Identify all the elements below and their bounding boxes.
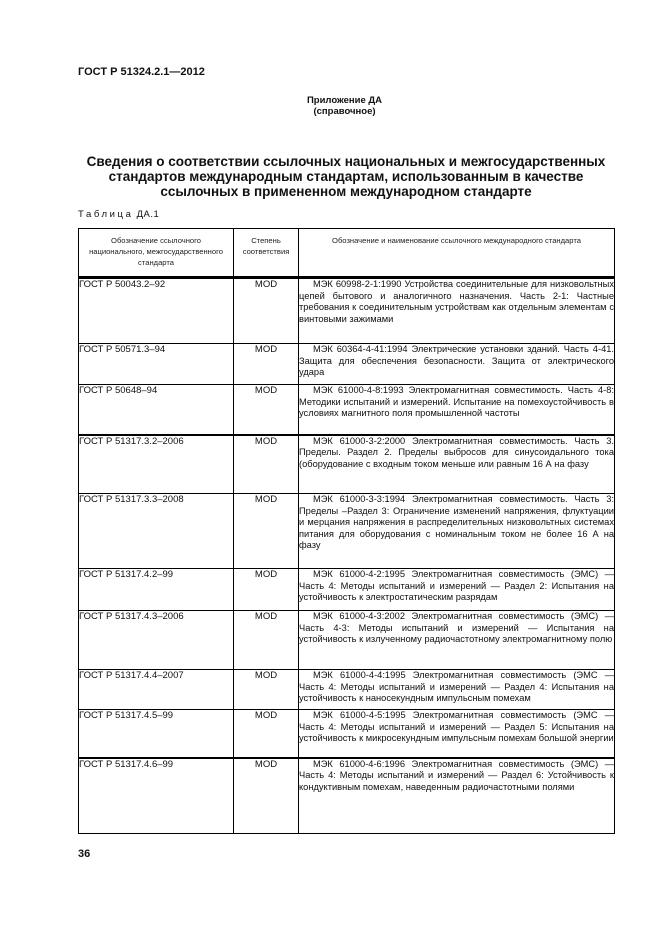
degree-cell: MOD	[234, 710, 299, 758]
document-code: ГОСТ Р 51324.2.1—2012	[78, 66, 205, 78]
national-standard-cell: ГОСТ Р 51317.4.4–2007	[79, 670, 234, 710]
table-row	[79, 435, 615, 494]
table-row	[79, 670, 615, 710]
table-row	[79, 758, 615, 834]
table-caption-number: ДА.1	[136, 209, 160, 220]
international-standard-text: МЭК 61000-4-2:1995 Электромагнитная совместимость (ЭМС) — Часть 4: Методы испытаний и измерений — Раздел 2: Испытания на устойчивость к электростатическим разрядам	[299, 569, 614, 603]
standards-table	[78, 228, 615, 834]
national-standard-cell: ГОСТ Р 50571.3–94	[79, 344, 234, 385]
table-row	[79, 494, 615, 569]
international-standard-text: МЭК 61000-3-3:1994 Электромагнитная совместимость. Часть 3: Пределы –Раздел 3: Ограничение изменений напряжения, флуктуации и мерцания напряжения в распределительных низковольтных системах питания для оборудования с номинальным током не более 16 А на фазу	[299, 494, 614, 551]
national-standard-cell: ГОСТ Р 50043.2–92	[79, 278, 234, 344]
section-title: Сведения о соответствии ссылочных национальных и межгосударственных стандартов международным стандартам, использованным в качестве ссылочных в примененном международном стандарте	[86, 154, 606, 199]
appendix-heading	[14, 95, 661, 117]
table-row	[79, 385, 615, 435]
table-row	[79, 611, 615, 670]
international-standard-cell	[299, 435, 615, 494]
international-standard-cell	[299, 569, 615, 611]
appendix-label: Приложение ДА	[306, 95, 383, 106]
degree-cell: MOD	[234, 385, 299, 435]
national-standard-cell: ГОСТ Р 51317.4.5–99	[79, 710, 234, 758]
table-row	[79, 569, 615, 611]
table-row	[79, 344, 615, 385]
degree-cell: MOD	[234, 569, 299, 611]
national-standard-cell: ГОСТ Р 51317.3.3–2008	[79, 494, 234, 569]
national-standard-cell: ГОСТ Р 51317.4.3–2006	[79, 611, 234, 670]
international-standard-cell	[299, 494, 615, 569]
column-header-degree: Степень соответствия	[234, 229, 299, 278]
degree-cell: MOD	[234, 435, 299, 494]
international-standard-cell	[299, 344, 615, 385]
table-row	[79, 278, 615, 344]
degree-cell: MOD	[234, 494, 299, 569]
column-header-international: Обозначение и наименование ссылочного международного стандарта	[299, 229, 615, 278]
national-standard-cell: ГОСТ Р 51317.3.2–2006	[79, 435, 234, 494]
international-standard-text: МЭК 61000-3-2:2000 Электромагнитная совместимость. Часть 3. Пределы. Раздел 2. Пределы выбросов для синусоидального тока (оборудование с входным током меньше или равным 16 А на фазу	[299, 435, 614, 469]
national-standard-cell: ГОСТ Р 51317.4.6–99	[79, 758, 234, 834]
degree-cell: MOD	[234, 611, 299, 670]
page-number: 36	[78, 848, 91, 860]
international-standard-text: МЭК 61000-4-3:2002 Электромагнитная совместимость (ЭМС) — Часть 4-3: Методы испытаний и измерений — Испытания на устойчивость к излученному радиочастотному электромагнитному полю	[299, 611, 614, 645]
table-caption	[78, 209, 159, 220]
appendix-type: (справочное)	[313, 106, 376, 117]
degree-cell: MOD	[234, 278, 299, 344]
international-standard-text: МЭК 61000-4-6:1996 Электромагнитная совместимость (ЭМС) — Часть 4: Методы испытаний и измерений — Раздел 6: Устойчивость к кондуктивным помехам, наведенным радиочастотными полями	[299, 758, 614, 792]
table-header-row	[79, 229, 615, 278]
international-standard-text: МЭК 61000-4-4:1995 Электромагнитная совместимость (ЭМС — Часть 4: Методы испытаний и измерений — Раздел 4: Испытания на устойчивость к наносекундным импульсным помехам	[299, 670, 614, 704]
national-standard-cell: ГОСТ Р 50648–94	[79, 385, 234, 435]
international-standard-cell	[299, 278, 615, 344]
international-standard-cell	[299, 385, 615, 435]
international-standard-text: МЭК 61000-4-8:1993 Электромагнитная совместимость. Часть 4-8: Методики испытаний и измерений. Испытание на помехоустойчивость в условиях магнитного поля промышленной частоты	[299, 385, 614, 419]
international-standard-cell	[299, 611, 615, 670]
international-standard-text: МЭК 61000-4-5:1995 Электромагнитная совместимость (ЭМС — Часть 4: Методы испытаний и измерений — Раздел 5: Испытания на устойчивость к микросекундным импульсным помехам большой энергии	[299, 710, 614, 744]
degree-cell: MOD	[234, 344, 299, 385]
international-standard-cell	[299, 670, 615, 710]
international-standard-text: МЭК 60364-4-41:1994 Электрические установки зданий. Часть 4-41. Защита для обеспечения безопасности. Защита от электрического удара	[299, 344, 614, 378]
column-header-national: Обозначение ссылочного национального, межгосударственного стандарта	[79, 229, 234, 278]
international-standard-cell	[299, 758, 615, 834]
table-caption-prefix: Таблица	[78, 209, 134, 220]
international-standard-cell	[299, 710, 615, 758]
degree-cell: MOD	[234, 670, 299, 710]
table-row	[79, 710, 615, 758]
national-standard-cell: ГОСТ Р 51317.4.2–99	[79, 569, 234, 611]
international-standard-text: МЭК 60998-2-1:1990 Устройства соединительные для низковольтных цепей бытового и аналогичного назначения. Часть 2-1: Частные требования к соединительным устройствам как отдельным элементам с винтовыми зажимами	[299, 279, 614, 324]
degree-cell: MOD	[234, 758, 299, 834]
